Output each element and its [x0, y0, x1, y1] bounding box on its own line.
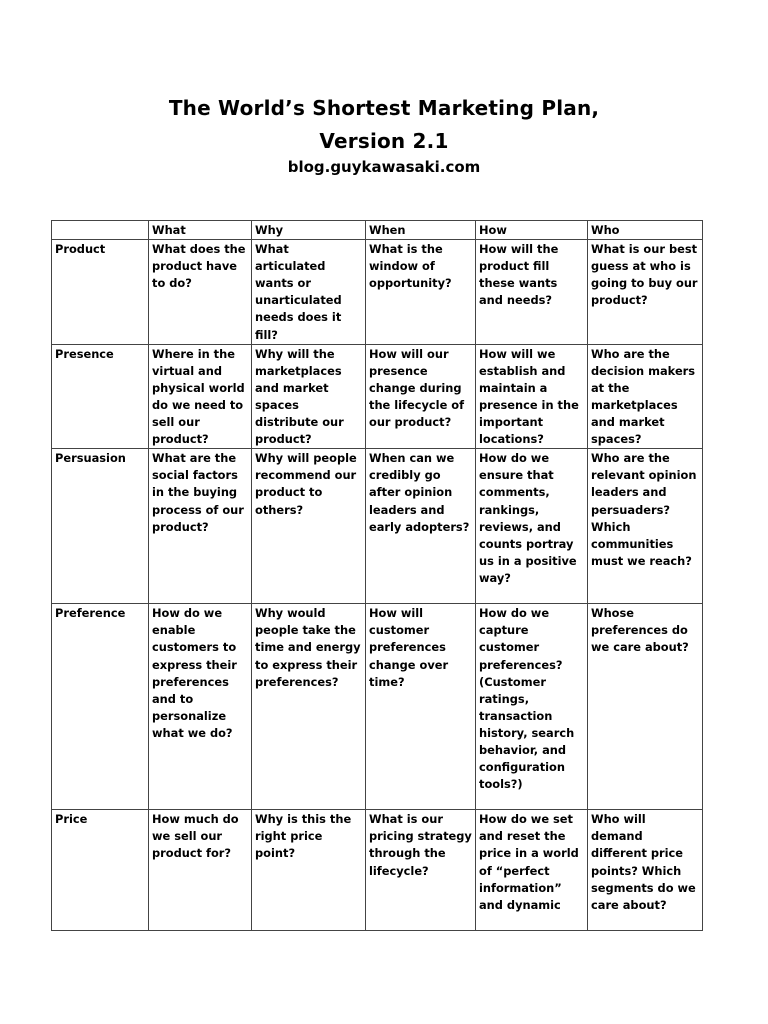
table-cell: What is our pricing strategy through the lifecycle?	[366, 810, 476, 931]
table-cell: How do we ensure that comments, rankings, reviews, and counts portray us in a positive way?	[476, 449, 588, 604]
table-row-presence	[52, 344, 703, 449]
row-label: Preference	[52, 604, 149, 810]
table-cell: Why would people take the time and energy to express their preferences?	[252, 604, 366, 810]
header-cell-when: When	[366, 221, 476, 240]
table-cell: What does the product have to do?	[149, 240, 252, 345]
table-row-persuasion	[52, 449, 703, 604]
table-cell: Why will people recommend our product to others?	[252, 449, 366, 604]
table-cell: What is the window of opportunity?	[366, 240, 476, 345]
table-cell: How much do we sell our product for?	[149, 810, 252, 931]
header-cell-how: How	[476, 221, 588, 240]
header-cell-who: Who	[588, 221, 703, 240]
table-cell: How will our presence change during the lifecycle of our product?	[366, 344, 476, 449]
header-cell-empty	[52, 221, 149, 240]
table-cell: Why is this the right price point?	[252, 810, 366, 931]
table-row-price	[52, 810, 703, 931]
table-cell: Why will the marketplaces and market spaces distribute our product?	[252, 344, 366, 449]
table-row-preference	[52, 604, 703, 810]
table-cell: How will customer preferences change over time?	[366, 604, 476, 810]
table-cell: What is our best guess at who is going to buy our product?	[588, 240, 703, 345]
table-cell: Whose preferences do we care about?	[588, 604, 703, 810]
table-cell: How do we set and reset the price in a world of “perfect information” and dynamic	[476, 810, 588, 931]
table-cell: What articulated wants or unarticulated needs does it fill?	[252, 240, 366, 345]
header-cell-why: Why	[252, 221, 366, 240]
table-cell: Who will demand different price points? Which segments do we care about?	[588, 810, 703, 931]
table-cell: How will the product fill these wants and needs?	[476, 240, 588, 345]
table-cell: How will we establish and maintain a presence in the important locations?	[476, 344, 588, 449]
row-label: Presence	[52, 344, 149, 449]
row-label: Persuasion	[52, 449, 149, 604]
row-label: Price	[52, 810, 149, 931]
table-cell: How do we enable customers to express their preferences and to personalize what we do?	[149, 604, 252, 810]
table-cell: Where in the virtual and physical world do we need to sell our product?	[149, 344, 252, 449]
document-subtitle: blog.guykawasaki.com	[287, 158, 481, 176]
row-label: Product	[52, 240, 149, 345]
table-header-row	[52, 221, 703, 240]
table-cell: What are the social factors in the buying process of our product?	[149, 449, 252, 604]
table-cell: When can we credibly go after opinion leaders and early adopters?	[366, 449, 476, 604]
document-title-line-2: Version 2.1	[319, 129, 449, 153]
table-cell: Who are the decision makers at the marketplaces and market spaces?	[588, 344, 703, 449]
table-cell: Who are the relevant opinion leaders and persuaders? Which communities must we reach?	[588, 449, 703, 604]
document-title-line-1: The World’s Shortest Marketing Plan,	[168, 96, 600, 120]
marketing-plan-table	[51, 220, 703, 931]
table-cell: How do we capture customer preferences? (Customer ratings, transaction history, search behavior, and configuration tools?)	[476, 604, 588, 810]
header-cell-what: What	[149, 221, 252, 240]
table-row-product	[52, 240, 703, 345]
